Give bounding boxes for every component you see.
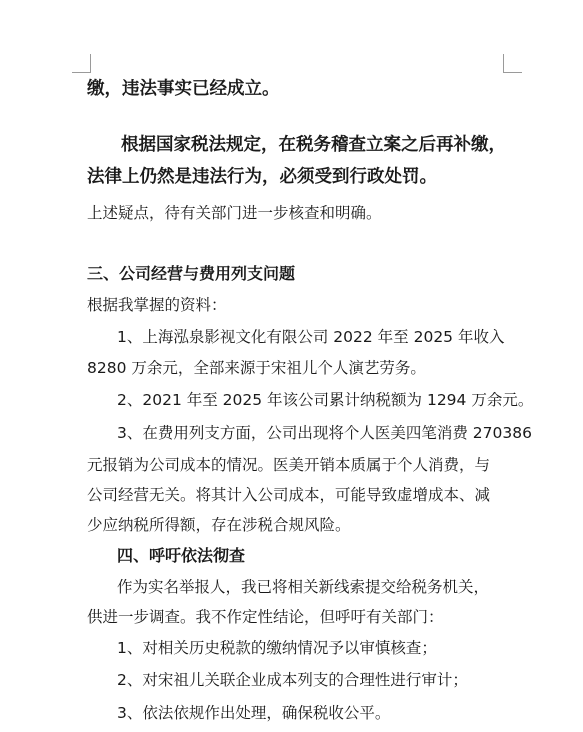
paragraph-line: 公司经营无关。将其计入公司成本，可能导致虚增成本、减	[87, 486, 491, 504]
section-heading-4: 四、呼吁依法彻查	[117, 546, 246, 565]
list-item-line: 2、2021 年至 2025 年该公司累计纳税额为 1294 万余元。	[117, 391, 534, 409]
list-item-line: 8280 万余元，全部来源于宋祖儿个人演艺劳务。	[87, 359, 426, 377]
paragraph-line: 法律上仍然是违法行为，必须受到行政处罚。	[87, 167, 437, 187]
paragraph-line: 少应纳税所得额，存在涉税合规风险。	[87, 516, 351, 534]
paragraph-line: 供进一步调查。我不作定性结论，但呼吁有关部门：	[87, 608, 444, 626]
paragraph-line: 作为实名举报人，我已将相关新线索提交给税务机关，	[117, 578, 490, 596]
paragraph-line: 根据国家税法规定，在税务稽查立案之后再补缴，	[121, 135, 506, 155]
list-item-line: 1、对相关历史税款的缴纳情况予以审慎核查；	[117, 639, 437, 657]
list-item-line: 3、在费用列支方面，公司出现将个人医美四笔消费 270386	[117, 424, 532, 442]
paragraph-line: 上述疑点，待有关部门进一步核查和明确。	[87, 204, 382, 222]
paragraph-line: 缴，违法事实已经成立。	[87, 79, 280, 99]
section-heading-3: 三、公司经营与费用列支问题	[87, 264, 296, 283]
list-item-line: 3、依法依规作出处理，确保税收公平。	[117, 704, 391, 722]
watermark-logo	[250, 706, 390, 724]
paragraph-line: 根据我掌握的资料：	[87, 296, 227, 314]
paragraph-line: 元报销为公司成本的情况。医美开销本质属于个人消费，与	[87, 456, 491, 474]
page-corner-mark-right	[503, 54, 522, 73]
list-item-line: 1、上海泓泉影视文化有限公司 2022 年至 2025 年收入	[117, 328, 505, 346]
page-corner-mark-left	[72, 54, 91, 73]
list-item-line: 2、对宋祖儿关联企业成本列支的合理性进行审计；	[117, 671, 468, 689]
